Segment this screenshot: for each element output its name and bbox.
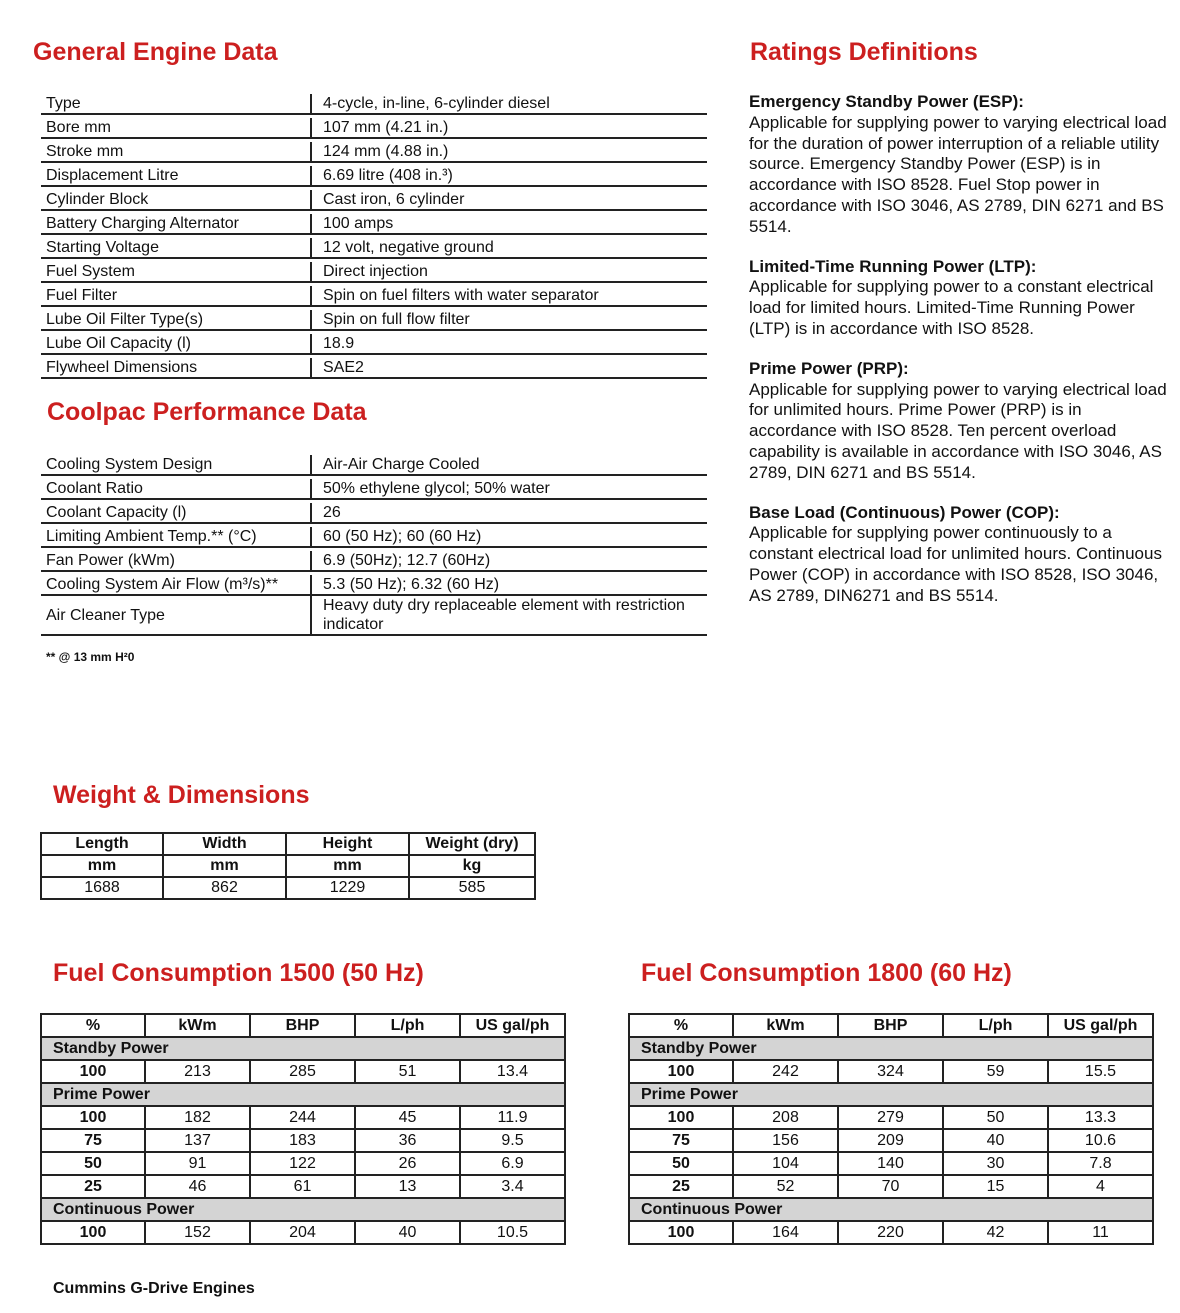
wd-unit: mm: [41, 855, 163, 877]
fuel-50hz-table: [40, 1013, 566, 1245]
fuel-cell: 100: [629, 1221, 733, 1244]
fuel-cell: 152: [145, 1221, 250, 1244]
fuel-header-cell: L/ph: [355, 1014, 460, 1037]
fuel-cell: 46: [145, 1175, 250, 1198]
coolpac-performance-title: Coolpac Performance Data: [47, 398, 367, 426]
spec-label: Coolant Ratio: [41, 479, 312, 498]
fuel-data-row: [41, 1221, 565, 1244]
fuel-header-row: [629, 1014, 1153, 1037]
fuel-cell: 75: [41, 1129, 145, 1152]
fuel-section-row: [629, 1037, 1153, 1060]
fuel-cell: 50: [629, 1152, 733, 1175]
fuel-cell: 100: [41, 1221, 145, 1244]
fuel-cell: 244: [250, 1106, 355, 1129]
spec-label: Flywheel Dimensions: [41, 358, 312, 377]
wd-header: Height: [286, 833, 409, 855]
fuel-cell: 7.8: [1048, 1152, 1153, 1175]
spec-row: [41, 235, 707, 259]
spec-row: [41, 283, 707, 307]
spec-row: [41, 548, 707, 572]
spec-value: Cast iron, 6 cylinder: [323, 191, 465, 208]
wd-header: Length: [41, 833, 163, 855]
fuel-section-label: Prime Power: [629, 1083, 1153, 1106]
fuel-section-label: Standby Power: [629, 1037, 1153, 1060]
rating-block: [749, 92, 1169, 238]
fuel-60hz-title: Fuel Consumption 1800 (60 Hz): [641, 959, 1012, 987]
spec-value: 12 volt, negative ground: [323, 239, 494, 256]
spec-value: 124 mm (4.88 in.): [323, 143, 449, 160]
fuel-cell: 51: [355, 1060, 460, 1083]
fuel-data-row: [629, 1106, 1153, 1129]
spec-row: [41, 163, 707, 187]
spec-value: Spin on fuel filters with water separator: [323, 287, 599, 304]
spec-row: [41, 307, 707, 331]
fuel-cell: 164: [733, 1221, 838, 1244]
spec-label: Lube Oil Filter Type(s): [41, 310, 312, 329]
footer-brand: Cummins G-Drive Engines: [53, 1280, 255, 1297]
wd-value: 585: [409, 877, 535, 899]
fuel-section-row: [41, 1083, 565, 1106]
fuel-header-cell: BHP: [250, 1014, 355, 1037]
spec-row: [41, 500, 707, 524]
fuel-header-cell: kWm: [145, 1014, 250, 1037]
fuel-cell: 100: [629, 1106, 733, 1129]
fuel-cell: 13.3: [1048, 1106, 1153, 1129]
spec-label: Type: [41, 94, 312, 113]
wd-header: Width: [163, 833, 286, 855]
fuel-cell: 52: [733, 1175, 838, 1198]
spec-value: Air-Air Charge Cooled: [323, 456, 480, 473]
fuel-cell: 122: [250, 1152, 355, 1175]
rating-heading: Prime Power (PRP):: [749, 358, 909, 378]
rating-text: Applicable for supplying power to a constant electrical load for limited hours. Limited-Time Running Power (LTP) is in accordance with ISO 8528.: [749, 277, 1154, 338]
fuel-cell: 91: [145, 1152, 250, 1175]
spec-label: Air Cleaner Type: [41, 596, 312, 634]
fuel-cell: 209: [838, 1129, 943, 1152]
fuel-cell: 10.6: [1048, 1129, 1153, 1152]
fuel-header-cell: US gal/ph: [460, 1014, 565, 1037]
spec-row: [41, 524, 707, 548]
spec-value: 6.9 (50Hz); 12.7 (60Hz): [323, 552, 491, 569]
fuel-section-row: [629, 1198, 1153, 1221]
fuel-data-row: [629, 1152, 1153, 1175]
fuel-header-row: [41, 1014, 565, 1037]
fuel-60hz-table: [628, 1013, 1154, 1245]
coolpac-footnote: ** @ 13 mm H²0: [46, 650, 135, 664]
fuel-50hz-title: Fuel Consumption 1500 (50 Hz): [53, 959, 424, 987]
spec-value: 6.69 litre (408 in.³): [323, 167, 453, 184]
fuel-cell: 15.5: [1048, 1060, 1153, 1083]
fuel-cell: 61: [250, 1175, 355, 1198]
spec-value: Spin on full flow filter: [323, 311, 470, 328]
fuel-cell: 100: [41, 1106, 145, 1129]
fuel-cell: 50: [943, 1106, 1048, 1129]
fuel-cell: 279: [838, 1106, 943, 1129]
general-engine-data-table: [41, 92, 707, 379]
spec-value: 5.3 (50 Hz); 6.32 (60 Hz): [323, 576, 500, 593]
fuel-cell: 100: [629, 1060, 733, 1083]
spec-label: Fuel System: [41, 262, 312, 281]
spec-label: Cylinder Block: [41, 190, 312, 209]
spec-value: 4-cycle, in-line, 6-cylinder diesel: [323, 95, 550, 112]
spec-row: [41, 596, 707, 636]
spec-row: [41, 259, 707, 283]
spec-row: [41, 452, 707, 476]
fuel-cell: 9.5: [460, 1129, 565, 1152]
fuel-header-cell: kWm: [733, 1014, 838, 1037]
rating-block: [749, 257, 1169, 340]
coolpac-performance-table: [41, 452, 707, 636]
fuel-section-row: [41, 1037, 565, 1060]
spec-value: 18.9: [323, 335, 355, 352]
spec-label: Cooling System Air Flow (m³/s)**: [41, 575, 312, 594]
fuel-cell: 50: [41, 1152, 145, 1175]
fuel-header-cell: BHP: [838, 1014, 943, 1037]
fuel-data-row: [41, 1129, 565, 1152]
spec-label: Battery Charging Alternator: [41, 214, 312, 233]
rating-text: Applicable for supplying power to varying electrical load for unlimited hours. Prime Power (PRP) is in accordance with ISO 8528. Ten percent overload capability is available in accordance with ISO 3046, AS 2789, DIN 6271 and BS 5514.: [749, 379, 1167, 482]
rating-heading: Emergency Standby Power (ESP):: [749, 92, 1024, 111]
wd-unit: mm: [163, 855, 286, 877]
fuel-cell: 36: [355, 1129, 460, 1152]
wd-value: 1688: [41, 877, 163, 899]
fuel-data-row: [41, 1175, 565, 1198]
spec-row: [41, 331, 707, 355]
rating-heading: Base Load (Continuous) Power (COP):: [749, 502, 1060, 522]
wd-header: Weight (dry): [409, 833, 535, 855]
fuel-data-row: [41, 1060, 565, 1083]
fuel-cell: 4: [1048, 1175, 1153, 1198]
fuel-cell: 204: [250, 1221, 355, 1244]
spec-label: Stroke mm: [41, 142, 312, 161]
fuel-cell: 137: [145, 1129, 250, 1152]
fuel-data-row: [629, 1175, 1153, 1198]
spec-row: [41, 572, 707, 596]
fuel-cell: 59: [943, 1060, 1048, 1083]
fuel-cell: 11.9: [460, 1106, 565, 1129]
spec-label: Displacement Litre: [41, 166, 312, 185]
fuel-data-row: [41, 1152, 565, 1175]
spec-label: Bore mm: [41, 118, 312, 137]
fuel-cell: 285: [250, 1060, 355, 1083]
spec-label: Cooling System Design: [41, 455, 312, 474]
fuel-data-row: [629, 1221, 1153, 1244]
spec-label: Starting Voltage: [41, 238, 312, 257]
wd-unit: mm: [286, 855, 409, 877]
wd-value: 1229: [286, 877, 409, 899]
ratings-definitions: [749, 92, 1169, 626]
fuel-cell: 26: [355, 1152, 460, 1175]
weight-dimensions-title: Weight & Dimensions: [53, 781, 310, 809]
fuel-cell: 10.5: [460, 1221, 565, 1244]
weight-dimensions-table: [40, 832, 536, 900]
spec-label: Coolant Capacity (l): [41, 503, 312, 522]
fuel-section-row: [629, 1083, 1153, 1106]
fuel-cell: 100: [41, 1060, 145, 1083]
spec-value: 50% ethylene glycol; 50% water: [323, 480, 550, 497]
fuel-cell: 104: [733, 1152, 838, 1175]
fuel-cell: 208: [733, 1106, 838, 1129]
fuel-cell: 6.9: [460, 1152, 565, 1175]
fuel-section-row: [41, 1198, 565, 1221]
fuel-cell: 42: [943, 1221, 1048, 1244]
fuel-cell: 75: [629, 1129, 733, 1152]
spec-value: 107 mm (4.21 in.): [323, 119, 449, 136]
fuel-cell: 15: [943, 1175, 1048, 1198]
fuel-cell: 183: [250, 1129, 355, 1152]
fuel-cell: 11: [1048, 1221, 1153, 1244]
fuel-section-label: Standby Power: [41, 1037, 565, 1060]
fuel-section-label: Continuous Power: [41, 1198, 565, 1221]
rating-text: Applicable for supplying power to varying electrical load for the duration of power interruption of a reliable utility source. Emergency Standby Power (ESP) is in accordance with ISO 8528. Fuel Stop power in accordance with ISO 3046, AS 2789, DIN 6271 and BS 5514.: [749, 112, 1167, 236]
fuel-cell: 3.4: [460, 1175, 565, 1198]
fuel-cell: 213: [145, 1060, 250, 1083]
spec-row: [41, 115, 707, 139]
fuel-section-label: Prime Power: [41, 1083, 565, 1106]
spec-row: [41, 355, 707, 379]
ratings-definitions-title: Ratings Definitions: [750, 38, 978, 66]
fuel-cell: 324: [838, 1060, 943, 1083]
fuel-cell: 40: [943, 1129, 1048, 1152]
spec-row: [41, 211, 707, 235]
spec-label: Lube Oil Capacity (l): [41, 334, 312, 353]
fuel-cell: 25: [41, 1175, 145, 1198]
fuel-cell: 156: [733, 1129, 838, 1152]
rating-text: Applicable for supplying power continuously to a constant electrical load for unlimited hours. Continuous Power (COP) in accordance with ISO 8528, ISO 3046, AS 2789, DIN6271 and BS 5514.: [749, 523, 1162, 605]
fuel-data-row: [629, 1060, 1153, 1083]
spec-row: [41, 92, 707, 115]
spec-value: 26: [323, 504, 341, 521]
rating-block: [749, 503, 1169, 607]
fuel-cell: 13.4: [460, 1060, 565, 1083]
fuel-cell: 140: [838, 1152, 943, 1175]
fuel-header-cell: US gal/ph: [1048, 1014, 1153, 1037]
fuel-cell: 70: [838, 1175, 943, 1198]
spec-value: Heavy duty dry replaceable element with restriction indicator: [323, 597, 685, 633]
fuel-cell: 220: [838, 1221, 943, 1244]
fuel-cell: 25: [629, 1175, 733, 1198]
fuel-section-label: Continuous Power: [629, 1198, 1153, 1221]
fuel-cell: 242: [733, 1060, 838, 1083]
spec-label: Fan Power (kWm): [41, 551, 312, 570]
general-engine-data-title: General Engine Data: [33, 38, 278, 66]
spec-value: 100 amps: [323, 215, 394, 232]
fuel-header-cell: L/ph: [943, 1014, 1048, 1037]
fuel-header-cell: %: [629, 1014, 733, 1037]
rating-block: [749, 359, 1169, 484]
wd-value: 862: [163, 877, 286, 899]
fuel-cell: 45: [355, 1106, 460, 1129]
fuel-header-cell: %: [41, 1014, 145, 1037]
spec-row: [41, 187, 707, 211]
fuel-cell: 30: [943, 1152, 1048, 1175]
fuel-data-row: [629, 1129, 1153, 1152]
spec-label: Fuel Filter: [41, 286, 312, 305]
fuel-cell: 40: [355, 1221, 460, 1244]
fuel-cell: 13: [355, 1175, 460, 1198]
spec-value: SAE2: [323, 359, 364, 376]
spec-label: Limiting Ambient Temp.** (°C): [41, 527, 312, 546]
spec-row: [41, 476, 707, 500]
wd-unit: kg: [409, 855, 535, 877]
fuel-data-row: [41, 1106, 565, 1129]
spec-value: Direct injection: [323, 263, 428, 280]
spec-row: [41, 139, 707, 163]
fuel-cell: 182: [145, 1106, 250, 1129]
spec-value: 60 (50 Hz); 60 (60 Hz): [323, 528, 482, 545]
rating-heading: Limited-Time Running Power (LTP):: [749, 256, 1037, 276]
